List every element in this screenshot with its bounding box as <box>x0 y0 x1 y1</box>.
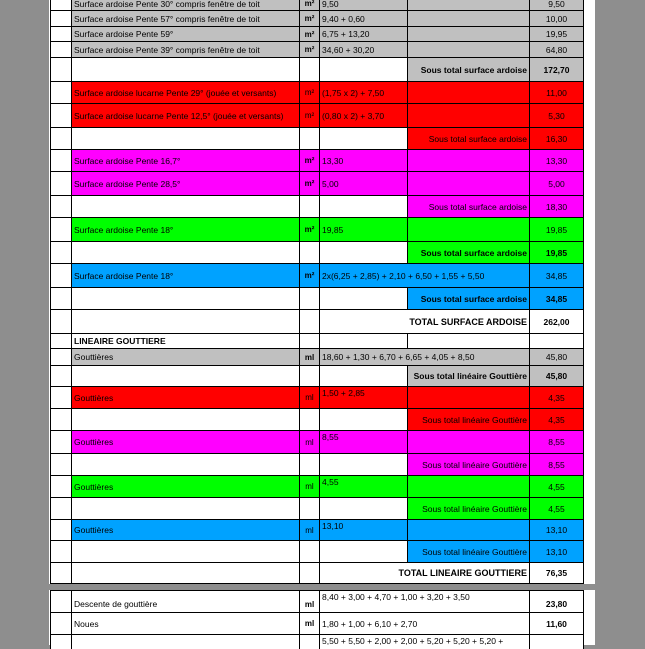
item-value: 34,85 <box>530 264 584 287</box>
subtotal-value: 8,55 <box>530 454 584 475</box>
table-row <box>50 104 584 128</box>
subtotal-row <box>50 498 584 520</box>
item-calc: 13,30 <box>320 150 408 171</box>
item-value: 23,80 <box>530 591 584 612</box>
item-label: Gouttières <box>72 431 300 453</box>
item-unit: m² <box>300 0 320 10</box>
item-label: Descente de gouttière <box>72 591 300 612</box>
total-row <box>50 310 584 334</box>
item-label: Surface ardoise lucarne Pente 29° (jouée et versants) <box>72 82 300 103</box>
subtotal-value: 13,10 <box>530 541 584 562</box>
item-label: Noues <box>72 613 300 634</box>
item-unit: m² <box>300 42 320 57</box>
item-label: Surface ardoise Pente 28,5° <box>72 172 300 195</box>
item-calc: 6,75 + 13,20 <box>320 27 408 41</box>
item-unit: m² <box>300 218 320 241</box>
item-value: 64,80 <box>530 42 584 57</box>
item-value: 5,30 <box>530 104 584 127</box>
item-label: Gouttières <box>72 520 300 540</box>
item-calc: (0,80 x 2) + 3,70 <box>320 104 408 127</box>
subtotal-value: 172,70 <box>530 58 584 81</box>
item-value: 45,80 <box>530 349 584 365</box>
item-calc: 13,10 <box>320 520 408 540</box>
item-label: Surface ardoise Pente 30° compris fenêtre de toit <box>72 0 300 10</box>
item-value: 9,50 <box>530 0 584 10</box>
subtotal-value: 34,85 <box>530 288 584 309</box>
item-label: Gouttières <box>72 349 300 365</box>
item-label: Surface ardoise Pente 18° <box>72 218 300 241</box>
table-row <box>50 635 584 649</box>
item-label: Surface ardoise Pente 18° <box>72 264 300 287</box>
table-row <box>50 82 584 104</box>
item-value: 11,60 <box>530 613 584 634</box>
item-unit: m² <box>300 104 320 127</box>
subtotal-value: 16,30 <box>530 128 584 149</box>
item-calc: 9,50 <box>320 0 408 10</box>
table-row <box>50 613 584 635</box>
item-value: 19,85 <box>530 218 584 241</box>
subtotal-row <box>50 196 584 218</box>
table-row <box>50 349 584 366</box>
subtotal-label: Sous total surface ardoise <box>408 128 530 149</box>
table-row <box>50 387 584 409</box>
item-calc: 19,85 <box>320 218 408 241</box>
item-calc: 8,40 + 3,00 + 4,70 + 1,00 + 3,20 + 3,50 <box>320 591 530 612</box>
item-unit: m² <box>300 150 320 171</box>
item-calc: 1,80 + 1,00 + 6,10 + 2,70 <box>320 613 530 634</box>
subtotal-value: 4,55 <box>530 498 584 519</box>
total-label: TOTAL LINEAIRE GOUTTIERE <box>320 563 530 583</box>
table-row <box>50 431 584 454</box>
total-value: 76,35 <box>530 563 584 583</box>
item-value: 13,10 <box>530 520 584 540</box>
item-value: 4,55 <box>530 476 584 497</box>
item-unit: ml <box>300 591 320 612</box>
item-label: Gouttières <box>72 387 300 408</box>
subtotal-value: 45,80 <box>530 366 584 386</box>
subtotal-row <box>50 409 584 431</box>
subtotal-row <box>50 58 584 82</box>
subtotal-label: Sous total linéaire Gouttière <box>408 541 530 562</box>
item-value: 13,30 <box>530 150 584 171</box>
item-value: 10,00 <box>530 11 584 26</box>
item-unit: m² <box>300 264 320 287</box>
item-unit: m² <box>300 27 320 41</box>
item-unit: ml <box>300 431 320 453</box>
item-calc: 34,60 + 30,20 <box>320 42 408 57</box>
subtotal-label: Sous total surface ardoise <box>408 242 530 263</box>
table-row <box>50 264 584 288</box>
subtotal-value: 18,30 <box>530 196 584 217</box>
table-row <box>50 0 584 11</box>
item-label: Surface ardoise Pente 39° compris fenêtre de toit <box>72 42 300 57</box>
item-calc: (1,75 x 2) + 7,50 <box>320 82 408 103</box>
subtotal-row <box>50 288 584 310</box>
item-value: 8,55 <box>530 431 584 453</box>
section-title: LINEAIRE GOUTTIERE <box>72 334 300 348</box>
item-unit: m² <box>300 11 320 26</box>
total-label: TOTAL SURFACE ARDOISE <box>320 310 530 333</box>
subtotal-label: Sous total linéaire Gouttière <box>408 498 530 519</box>
item-value: 11,00 <box>530 82 584 103</box>
subtotal-value: 19,85 <box>530 242 584 263</box>
total-value: 262,00 <box>530 310 584 333</box>
item-calc: 9,40 + 0,60 <box>320 11 408 26</box>
item-label: Surface ardoise lucarne Pente 12,5° (jouée et versants) <box>72 104 300 127</box>
table-row <box>50 150 584 172</box>
item-unit: ml <box>300 520 320 540</box>
table-row <box>50 520 584 541</box>
subtotal-value: 4,35 <box>530 409 584 430</box>
table-row <box>50 11 584 27</box>
item-calc: 18,60 + 1,30 + 6,70 + 6,65 + 4,05 + 8,50 <box>320 349 530 365</box>
item-calc: 5,50 + 5,50 + 2,00 + 2,00 + 5,20 + 5,20 + 5,20 + <box>320 635 530 649</box>
table-row <box>50 218 584 242</box>
item-value: 19,95 <box>530 27 584 41</box>
item-unit: ml <box>300 476 320 497</box>
subtotal-label: Sous total linéaire Gouttière <box>408 366 530 386</box>
table-row <box>50 172 584 196</box>
subtotal-row <box>50 128 584 150</box>
subtotal-label: Sous total surface ardoise <box>408 288 530 309</box>
section-header-row <box>50 334 584 349</box>
subtotal-row <box>50 366 584 387</box>
item-unit: ml <box>300 349 320 365</box>
item-calc: 1,50 + 2,85 <box>320 387 408 408</box>
subtotal-row <box>50 541 584 563</box>
item-unit: ml <box>300 387 320 408</box>
subtotal-label: Sous total surface ardoise <box>408 196 530 217</box>
table-row <box>50 476 584 498</box>
table-row <box>50 591 584 613</box>
subtotal-row <box>50 454 584 476</box>
item-label: Surface ardoise Pente 59° <box>72 27 300 41</box>
table-row <box>50 42 584 58</box>
subtotal-row <box>50 242 584 264</box>
item-calc: 8,55 <box>320 431 408 453</box>
item-calc: 2x(6,25 + 2,85) + 2,10 + 6,50 + 1,55 + 5,50 <box>320 264 530 287</box>
item-calc: 5,00 <box>320 172 408 195</box>
item-label: Surface ardoise Pente 57° compris fenêtre de toit <box>72 11 300 26</box>
item-value: 5,00 <box>530 172 584 195</box>
item-unit: m² <box>300 172 320 195</box>
item-label: Surface ardoise Pente 16,7° <box>72 150 300 171</box>
subtotal-label: Sous total linéaire Gouttière <box>408 409 530 430</box>
item-unit: m² <box>300 82 320 103</box>
table-row <box>50 27 584 42</box>
subtotal-label: Sous total linéaire Gouttière <box>408 454 530 475</box>
item-unit: ml <box>300 613 320 634</box>
item-value: 4,35 <box>530 387 584 408</box>
subtotal-label: Sous total surface ardoise <box>408 58 530 81</box>
total-row <box>50 563 584 584</box>
item-label: Gouttières <box>72 476 300 497</box>
item-calc: 4,55 <box>320 476 408 497</box>
